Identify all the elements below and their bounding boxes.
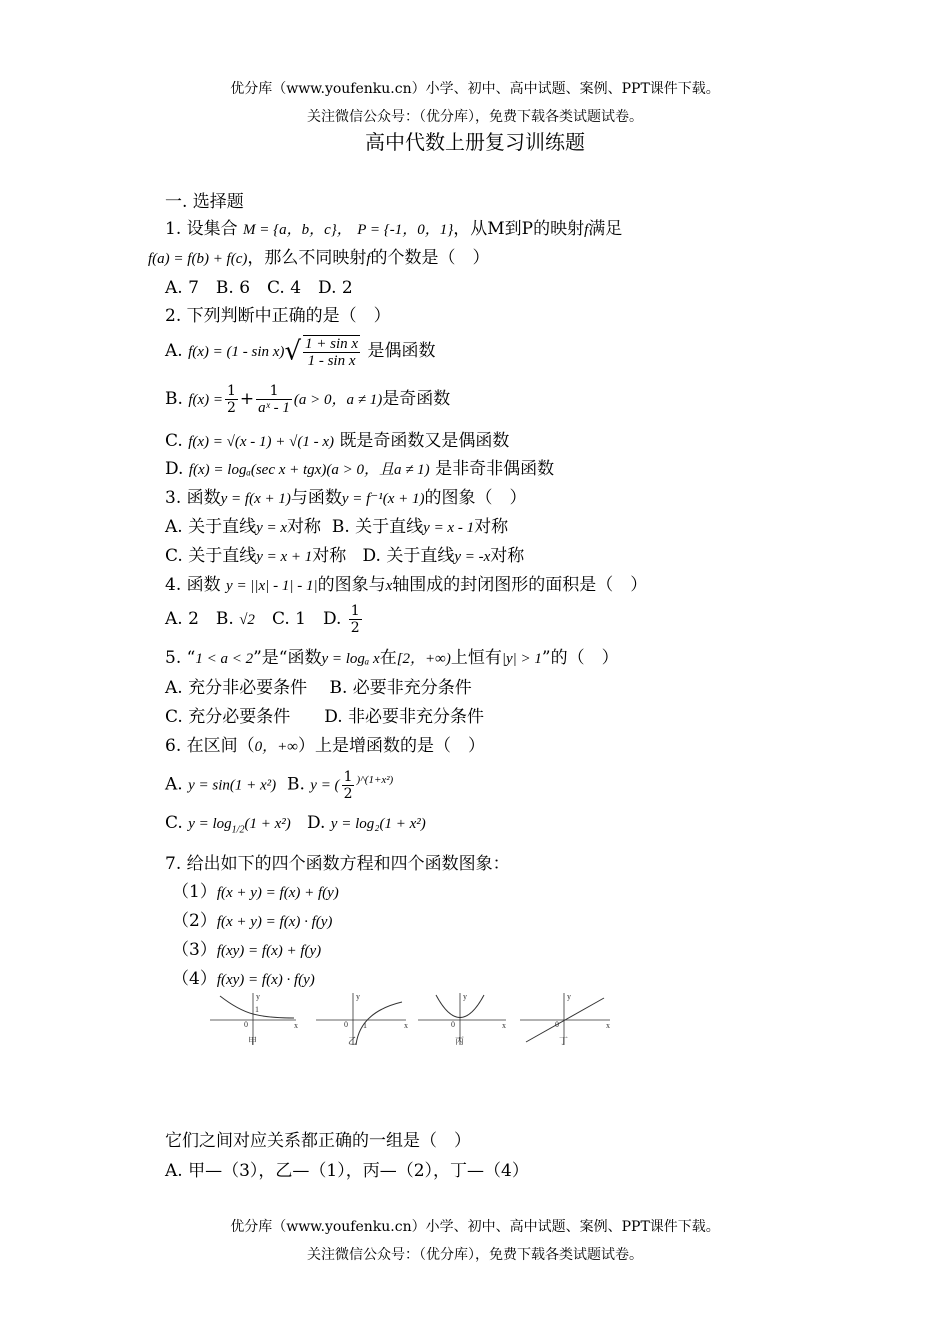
q7-eq-2: （2）f(x + y) = f(x) · f(y) <box>172 911 333 931</box>
graph-bing-label: 丙 <box>455 1036 465 1046</box>
graph-ding <box>520 992 610 1046</box>
header-line-2: 关注微信公众号：（优分库），免费下载各类试题试卷。 <box>307 109 643 125</box>
graph-jia <box>210 992 298 1046</box>
graph-ding-label: 丁 <box>559 1036 569 1046</box>
q1-options: A. 7 B. 6 C. 4 D. 2 <box>165 278 353 298</box>
q2-stem: 2. 下列判断中正确的是（ ） <box>165 306 391 326</box>
q4-options: A. 2 B. √2 C. 1 D. $\frac{1}{2}$ <box>165 603 360 636</box>
graph-jia-x: x <box>294 1021 298 1030</box>
q1-stem: 1. 设集合 M = {a，b，c}， P = {-1，0，1}，从M到P的映射f满足 <box>165 219 623 239</box>
graph-jia-o: 0 <box>244 1020 248 1029</box>
q7-eq-4: （4）f(xy) = f(x) · f(y) <box>172 969 315 989</box>
q6-options-ab: A. y = sin(1 + x²) B. y = ( $\frac{1}{2}$ $^{)\^{}(1+x^2)}$ <box>165 768 394 802</box>
graph-yi-y: y <box>356 992 360 1001</box>
q2-option-a: A. f(x) = (1 - sin x)√ $\frac{\text{1 + sin x}}{\text{1 - sin x}}$ 是偶函数 <box>165 335 436 369</box>
q7-eq-1: （1）f(x + y) = f(x) + f(y) <box>172 882 339 902</box>
q7-graphs <box>208 990 618 1050</box>
graph-bing-o: 0 <box>451 1020 455 1029</box>
q5-stem: 5. “1 < a < 2”是“函数y = logₐ x在[2，+∞)上恒有|y| > 1”的（ ） <box>165 648 619 668</box>
q3-options-cd: C. 关于直线y = x + 1对称 D. 关于直线y = -x对称 <box>165 546 525 566</box>
q7-stem: 7. 给出如下的四个函数方程和四个函数图象： <box>165 854 510 874</box>
graph-jia-label: 甲 <box>248 1036 258 1046</box>
q2-option-c: C. f(x) = √(x - 1) + √(1 - x) 既是奇函数又是偶函数 <box>165 431 510 451</box>
q7-option-a: A. 甲—（3），乙—（1），丙—（2），丁—（4） <box>165 1161 529 1181</box>
graph-ding-o: 0 <box>555 1020 559 1029</box>
section-heading: 一. 选择题 <box>165 192 244 212</box>
footer-line-1: 优分库（www.youfenku.cn）小学、初中、高中试题、案例、PPT课件下载。 <box>230 1219 720 1235</box>
graph-ding-x: x <box>606 1021 610 1030</box>
graph-yi-o: 0 <box>344 1020 348 1029</box>
q4-stem: 4. 函数 y = ||x| - 1| - 1|的图象与x轴围成的封闭图形的面积是（ ） <box>165 575 648 595</box>
q3-stem: 3. 函数y = f(x + 1)与函数y = f⁻¹(x + 1)的图象（ ） <box>165 488 527 508</box>
q2-option-b: B. f(x) = $\frac{1}{2}$ + $\frac{1}{\text{aˣ - 1}}$ (a > 0，a ≠ 1)是奇函数 <box>165 383 451 416</box>
graph-bing <box>418 992 506 1046</box>
q7-question: 它们之间对应关系都正确的一组是（ ） <box>165 1131 471 1151</box>
graph-yi-one: 1 <box>363 1021 367 1030</box>
q5-options-ab: A. 充分非必要条件 B. 必要非充分条件 <box>165 678 472 698</box>
header-line-1: 优分库（www.youfenku.cn）小学、初中、高中试题、案例、PPT课件下载。 <box>230 81 720 97</box>
q5-options-cd: C. 充分必要条件 D. 非必要非充分条件 <box>165 707 485 727</box>
graph-bing-y: y <box>463 992 467 1001</box>
graph-ding-y: y <box>567 992 571 1001</box>
graph-yi <box>316 992 408 1046</box>
q6-stem: 6. 在区间（0，+∞）上是增函数的是（ ） <box>165 736 485 756</box>
graph-jia-one: 1 <box>255 1005 259 1014</box>
q1-stem-cont: f(a) = f(b) + f(c)，那么不同映射f的个数是（ ） <box>148 248 490 268</box>
graph-yi-label: 乙 <box>348 1036 358 1046</box>
q7-eq-3: （3）f(xy) = f(x) + f(y) <box>172 940 322 960</box>
page-title: 高中代数上册复习训练题 <box>365 130 585 154</box>
graph-bing-x: x <box>502 1021 506 1030</box>
q3-options-ab: A. 关于直线y = x对称 B. 关于直线y = x - 1对称 <box>165 517 509 537</box>
graph-jia-y: y <box>256 992 260 1001</box>
q2-option-d: D. f(x) = logₐ(sec x + tgx)(a > 0，且a ≠ 1) 是非奇非偶函数 <box>165 459 555 479</box>
q6-options-cd: C. $y = \log_{1/2}(1 + x^2)$ D. y = log₂(1 + x²) <box>165 813 426 836</box>
footer-line-2: 关注微信公众号：（优分库），免费下载各类试题试卷。 <box>307 1247 643 1263</box>
graph-yi-x: x <box>404 1021 408 1030</box>
